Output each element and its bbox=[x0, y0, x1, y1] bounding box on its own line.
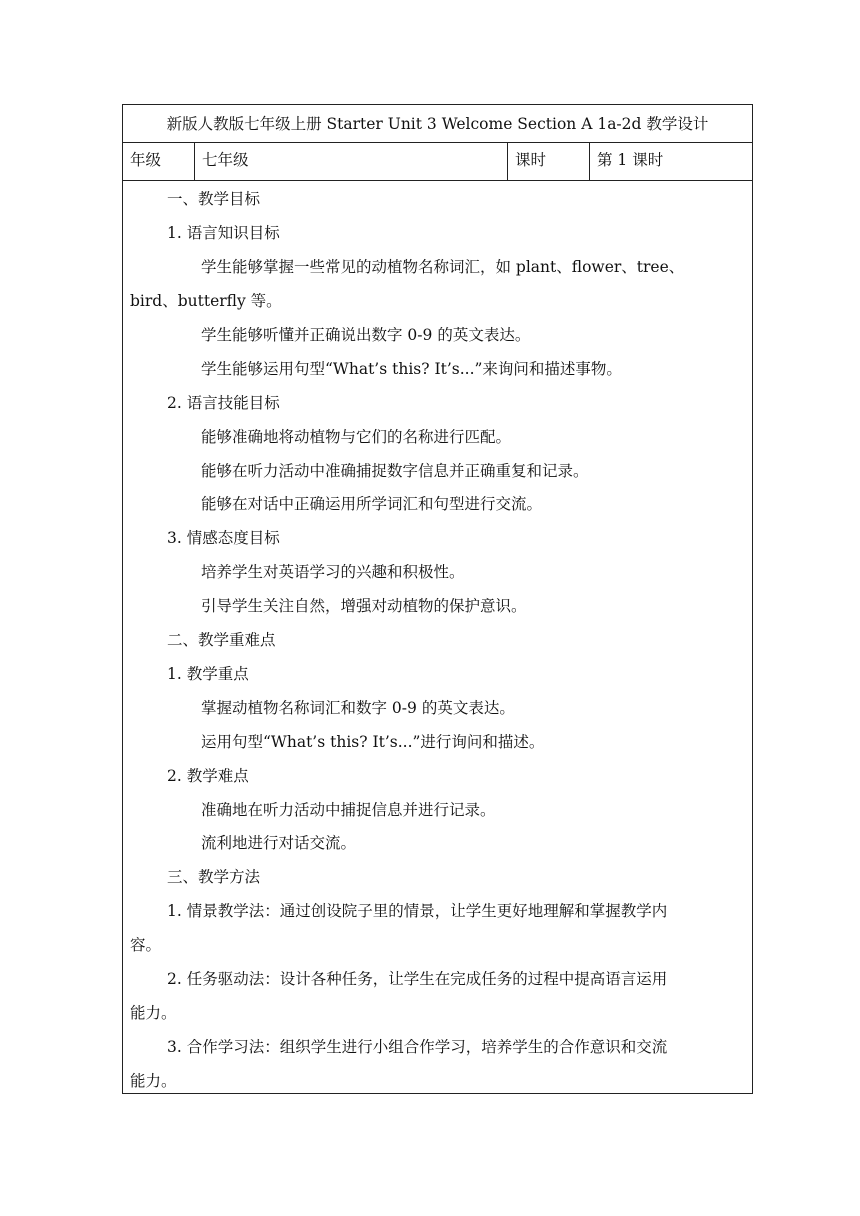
subsection-heading: 1. 教学重点 bbox=[167, 665, 249, 683]
document-title: 新版人教版七年级上册 Starter Unit 3 Welcome Section A 1a-2d 教学设计 bbox=[123, 105, 752, 143]
paragraph-line: 能力。 bbox=[130, 1004, 177, 1022]
paragraph-line: 学生能够听懂并正确说出数字 0-9 的英文表达。 bbox=[201, 326, 531, 344]
paragraph-line: 能够在对话中正确运用所学词汇和句型进行交流。 bbox=[201, 495, 543, 513]
paragraph-line: 学生能够运用句型“What’s this? It’s...”来询问和描述事物。 bbox=[201, 360, 622, 378]
subsection-heading: 1. 语言知识目标 bbox=[167, 224, 280, 242]
paragraph-line: 能够在听力活动中准确捕捉数字信息并正确重复和记录。 bbox=[201, 462, 589, 480]
paragraph-line: 能够准确地将动植物与它们的名称进行匹配。 bbox=[201, 428, 512, 446]
paragraph-line: 准确地在听力活动中捕捉信息并进行记录。 bbox=[201, 801, 496, 819]
paragraph-line: 1. 情景教学法：通过创设院子里的情景，让学生更好地理解和掌握教学内 bbox=[167, 902, 668, 920]
paragraph-line: 2. 任务驱动法：设计各种任务，让学生在完成任务的过程中提高语言运用 bbox=[167, 970, 668, 988]
section-heading: 三、教学方法 bbox=[167, 868, 261, 886]
section-heading: 一、教学目标 bbox=[167, 190, 261, 208]
subsection-heading: 2. 教学难点 bbox=[167, 767, 249, 785]
paragraph-line: 3. 合作学习法：组织学生进行小组合作学习，培养学生的合作意识和交流 bbox=[167, 1038, 668, 1056]
subsection-heading: 3. 情感态度目标 bbox=[167, 529, 280, 547]
info-row bbox=[123, 143, 752, 181]
period-label: 课时 bbox=[508, 143, 590, 180]
paragraph-line: 运用句型“What’s this? It’s...”进行询问和描述。 bbox=[201, 733, 545, 751]
paragraph-line: 容。 bbox=[130, 936, 162, 954]
paragraph-line: 培养学生对英语学习的兴趣和积极性。 bbox=[201, 563, 465, 581]
grade-label: 年级 bbox=[123, 143, 195, 180]
paragraph-line: 流利地进行对话交流。 bbox=[201, 834, 357, 852]
grade-value: 七年级 bbox=[195, 143, 508, 180]
paragraph-line: 能力。 bbox=[130, 1072, 177, 1090]
paragraph-line: 掌握动植物名称词汇和数字 0-9 的英文表达。 bbox=[201, 699, 515, 717]
paragraph-line: 引导学生关注自然，增强对动植物的保护意识。 bbox=[201, 597, 527, 615]
section-heading: 二、教学重难点 bbox=[167, 631, 276, 649]
lesson-plan-table bbox=[122, 104, 753, 1094]
paragraph-line: 学生能够掌握一些常见的动植物名称词汇，如 plant、flower、tree、 bbox=[201, 258, 685, 276]
subsection-heading: 2. 语言技能目标 bbox=[167, 394, 280, 412]
period-value: 第 1 课时 bbox=[597, 151, 664, 169]
paragraph-line: bird、butterfly 等。 bbox=[130, 292, 282, 310]
